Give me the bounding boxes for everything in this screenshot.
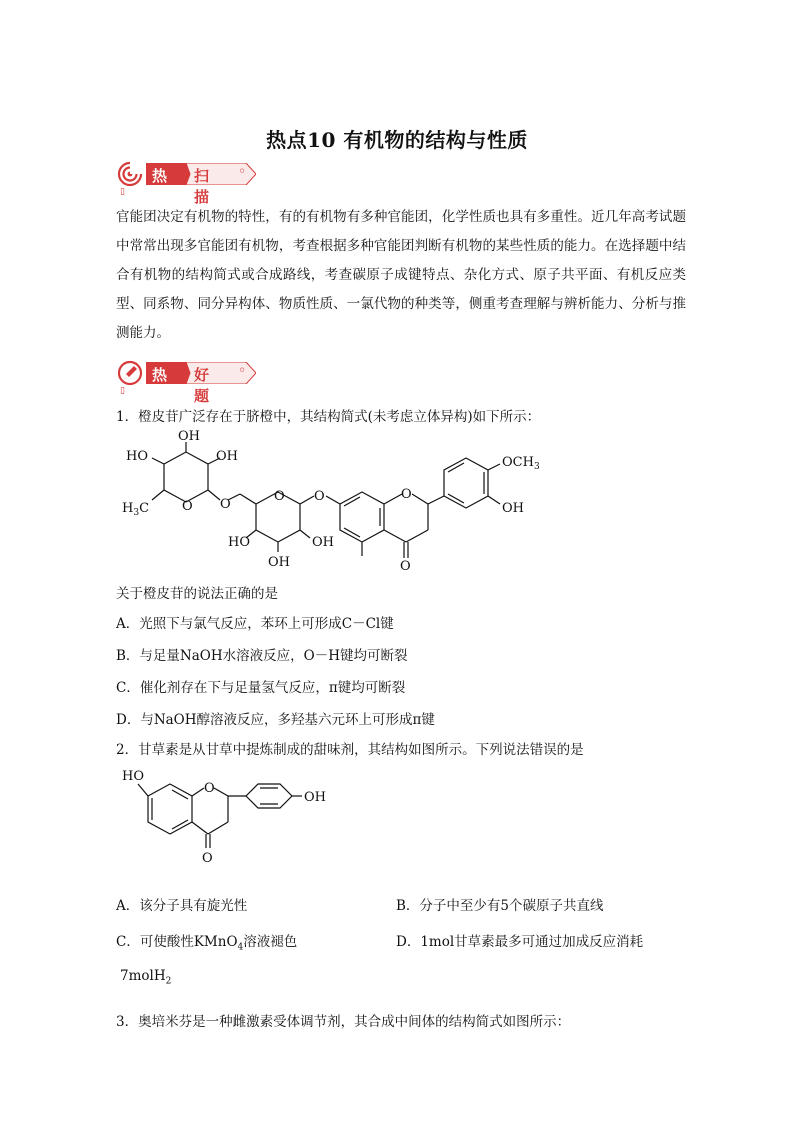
oh-label: OH: [312, 535, 334, 550]
spiral-icon: [116, 161, 144, 187]
pencil-icon: [116, 360, 144, 386]
tag-word-search: 热搜: [152, 366, 168, 405]
q2-option-c: C．可使酸性KMnO$_4$溶液褪色: [116, 934, 298, 953]
ring-o-label: O: [204, 781, 215, 796]
oh-label: OH: [216, 449, 238, 464]
tag-word-hot: 热点: [152, 167, 168, 206]
ring-o-label: O: [274, 489, 285, 504]
tag-dot: ◦: [238, 164, 247, 180]
q2-option-b: B．分子中至少有5个碳原子共直线: [396, 898, 604, 914]
h3c-label: $H_3C$: [122, 501, 150, 518]
tag-word-scan: 扫描: [194, 167, 210, 206]
ketone-o-label: O: [400, 559, 411, 574]
q2-option-d-continued: 7molH$_2$: [120, 968, 172, 987]
och3-label: $OCH_3$: [502, 455, 540, 472]
q3-stem: 3．奥培米芬是一种雌激素受体调节剂，其合成中间体的结构简式如图所示：: [116, 1014, 571, 1030]
q2-stem: 2．甘草素是从甘草中提炼制成的甜味剂，其结构如图所示。下列说法错误的是: [116, 742, 584, 758]
q1-question: 关于橙皮苷的说法正确的是: [116, 586, 278, 602]
tag-arrow-icon: ▯: [120, 187, 125, 197]
oh-label: OH: [304, 790, 326, 805]
q1-option-d: D．与NaOH醇溶液反应，多羟基六元环上可形成π键: [116, 712, 435, 728]
q1-option-b: B．与足量NaOH水溶液反应，O－H键均可断裂: [116, 648, 408, 664]
ho-label: HO: [228, 535, 250, 550]
ho-label: HO: [122, 769, 144, 784]
oh-label: OH: [178, 429, 200, 444]
q2-option-a: A．该分子具有旋光性: [116, 898, 248, 914]
ho-label: HO: [126, 449, 148, 464]
ketone-o-label: O: [202, 851, 213, 866]
page-title: 热点10 有机物的结构与性质: [266, 128, 528, 152]
q2-option-d: D．1mol甘草素最多可通过加成反应消耗: [396, 934, 644, 950]
q2-structure-liquiritigenin: [116, 766, 336, 882]
q1-option-a: A．光照下与氯气反应，苯环上可形成C－Cl键: [116, 616, 394, 632]
ring-o-label: O: [401, 487, 412, 502]
oh-label: OH: [502, 501, 524, 516]
tag-arrow-icon: ▯: [120, 386, 125, 396]
tag-word-good: 好题: [194, 366, 210, 405]
ether-o-label: O: [314, 489, 325, 504]
oh-label: OH: [268, 555, 290, 570]
q1-stem: 1．橙皮苷广泛存在于脐橙中，其结构简式(未考虑立体异构)如下所示：: [116, 409, 541, 425]
q1-option-c: C．催化剂存在下与足量氢气反应，π键均可断裂: [116, 680, 406, 696]
ring-o-label: O: [182, 499, 193, 514]
intro-paragraph: 官能团决定有机物的特性，有的有机物有多种官能团，化学性质也具有多重性。近几年高考试题中常常出现多官能团有机物，考查根据多种官能团判断有机物的某些性质的能力。在选择题中结合有机物的结构简式或合成路线，考查碳原子成键特点、杂化方式、原子共平面、有机反应类型、同系物、同分异构体、物质性质、一氯代物的种类等，侧重考查理解与辨析能力、分析与推测能力。: [116, 209, 686, 341]
q1-structure-hesperidin: [116, 424, 556, 576]
tag-dot: ◦: [238, 363, 247, 379]
ether-o-label: O: [220, 497, 231, 512]
